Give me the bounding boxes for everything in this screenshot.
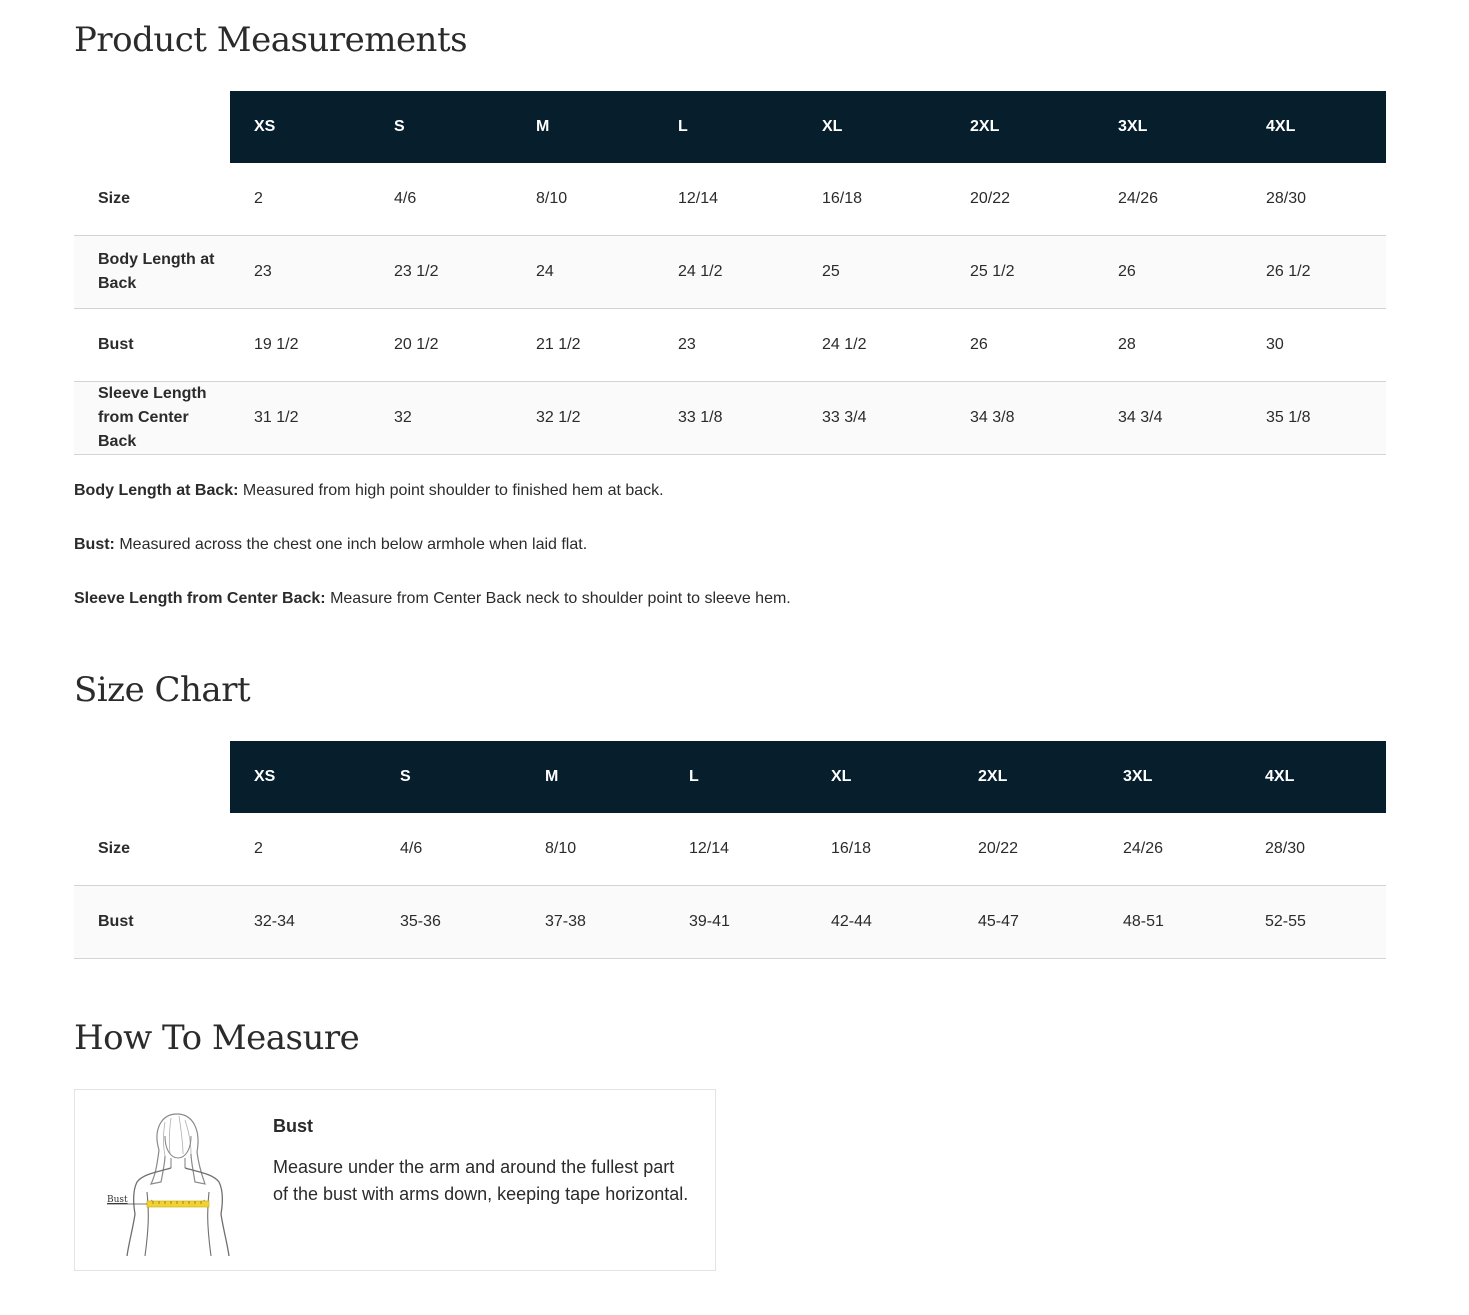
table-cell: 26 [946,309,1094,382]
table-cell: 24 1/2 [654,236,798,309]
table-cell: 28/30 [1241,813,1386,886]
table-row [74,382,1386,455]
note-text: Measured across the chest one inch below armhole when laid flat. [114,536,588,553]
table-cell: 8/10 [512,163,654,236]
table-cell: 24/26 [1094,163,1242,236]
table-cell: 23 [230,236,370,309]
measure-card-bust [74,1089,716,1271]
measure-item-title: Bust [273,1116,313,1136]
table-cell: 42-44 [807,886,954,959]
product-measurements-title: Product Measurements [74,20,468,60]
column-header: XL [798,91,946,163]
table-cell: 25 1/2 [946,236,1094,309]
table-row [74,163,1386,236]
table-cell: 4/6 [376,813,521,886]
note-text: Measured from high point shoulder to finished hem at back. [238,482,664,499]
table-header-row [74,741,1386,813]
table-cell: 2 [230,163,370,236]
column-header: 4XL [1242,91,1386,163]
measure-item-description: Measure under the arm and around the fullest part of the bust with arms down, keeping tape horizontal. [273,1157,689,1204]
note-term: Bust: [74,536,115,553]
table-cell: 23 [654,309,798,382]
table-cell: 34 3/4 [1094,382,1242,455]
column-header: S [376,741,521,813]
table-cell: 28/30 [1242,163,1386,236]
table-cell: 28 [1094,309,1242,382]
table-cell: 19 1/2 [230,309,370,382]
table-cell: 24 [512,236,654,309]
table-cell: 26 [1094,236,1242,309]
table-cell: 20 1/2 [370,309,512,382]
table-cell: 52-55 [1241,886,1386,959]
column-header: 2XL [946,91,1094,163]
how-to-measure-title: How To Measure [74,1018,360,1058]
column-header: 4XL [1241,741,1386,813]
column-header: L [654,91,798,163]
column-header: S [370,91,512,163]
table-cell: 16/18 [807,813,954,886]
table-cell: 35-36 [376,886,521,959]
table-cell: 25 [798,236,946,309]
column-header: 3XL [1094,91,1242,163]
table-cell: 33 1/8 [654,382,798,455]
note-sleeve-length [74,588,791,610]
table-cell: 24/26 [1099,813,1241,886]
row-label: Body Length at Back [74,236,230,309]
table-cell: 30 [1242,309,1386,382]
product-measurements-table [74,91,1386,455]
size-chart-table [74,741,1386,959]
table-cell: 32 [370,382,512,455]
note-body-length [74,480,664,502]
table-cell: 48-51 [1099,886,1241,959]
note-text: Measure from Center Back neck to shoulder point to sleeve hem. [325,590,791,607]
row-label: Size [74,163,230,236]
row-label: Bust [74,886,230,959]
bust-measure-illustration [99,1110,239,1256]
table-cell: 20/22 [954,813,1099,886]
column-header: XS [230,91,370,163]
table-cell: 26 1/2 [1242,236,1386,309]
row-label: Size [74,813,230,886]
table-cell: 34 3/8 [946,382,1094,455]
table-cell: 20/22 [946,163,1094,236]
column-header: M [512,91,654,163]
column-header: L [665,741,807,813]
note-term: Sleeve Length from Center Back: [74,590,326,607]
table-cell: 12/14 [654,163,798,236]
table-cell: 12/14 [665,813,807,886]
table-cell: 31 1/2 [230,382,370,455]
table-cell: 2 [230,813,376,886]
table-header-row [74,91,1386,163]
table-cell: 32 1/2 [512,382,654,455]
table-cell: 21 1/2 [512,309,654,382]
table-row [74,309,1386,382]
column-header: 3XL [1099,741,1241,813]
table-cell: 35 1/8 [1242,382,1386,455]
table-cell: 33 3/4 [798,382,946,455]
table-row [74,813,1386,886]
table-row [74,886,1386,959]
table-cell: 8/10 [521,813,665,886]
column-header: XS [230,741,376,813]
table-row [74,236,1386,309]
table-corner-cell [74,91,230,163]
column-header: M [521,741,665,813]
bust-label: Bust [107,1195,128,1205]
table-cell: 24 1/2 [798,309,946,382]
table-cell: 32-34 [230,886,376,959]
note-term: Body Length at Back: [74,482,239,499]
column-header: 2XL [954,741,1099,813]
table-cell: 16/18 [798,163,946,236]
size-chart-title: Size Chart [74,670,251,710]
table-cell: 23 1/2 [370,236,512,309]
note-bust [74,534,587,556]
table-cell: 39-41 [665,886,807,959]
measuring-tape [147,1201,209,1207]
column-header: XL [807,741,954,813]
table-cell: 45-47 [954,886,1099,959]
table-corner-cell [74,741,230,813]
row-label: Sleeve Length from Center Back [74,382,230,455]
row-label: Bust [74,309,230,382]
table-cell: 37-38 [521,886,665,959]
table-cell: 4/6 [370,163,512,236]
